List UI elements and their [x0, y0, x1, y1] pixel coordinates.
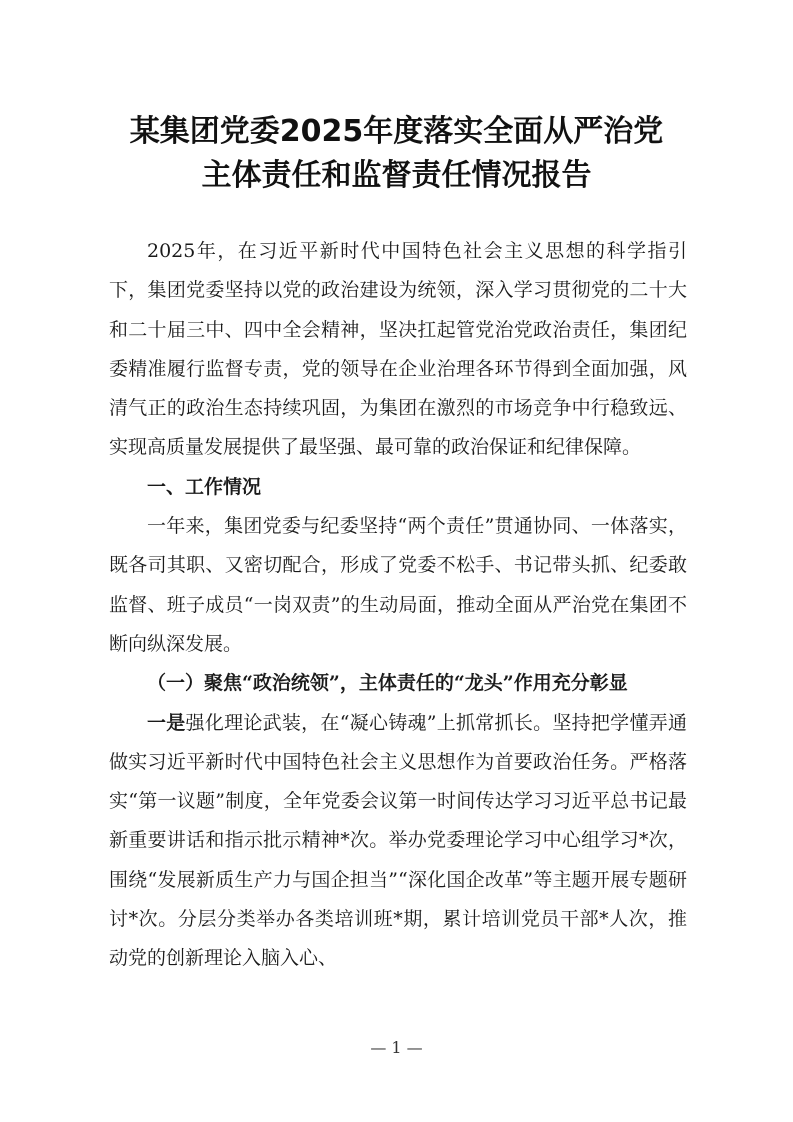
point-lead: 一是	[147, 711, 186, 734]
document-title-line-2: 主体责任和监督责任情况报告	[201, 158, 592, 193]
section-heading-work-status: 一、工作情况	[147, 475, 262, 498]
document-body	[109, 232, 687, 979]
subsection-heading: （一）聚焦“政治统领”，主体责任的“龙头”作用充分彰显	[147, 672, 628, 695]
body-paragraph-first-point	[109, 704, 687, 979]
point-text: 强化理论武装，在“凝心铸魂”上抓常抓长。坚持把学懂弄通做实习近平新时代中国特色社会主义思想作为首要政治任务。严格落实“第一议题”制度，全年党委会议第一时间传达学习习近平总书记最新重要讲话和指示批示精神*次。举办党委理论学习中心组学习*次，围绕“发展新质生产力与国企担当”“深化国企改革”等主题开展专题研讨*次。分层分类举办各类培训班*期，累计培训党员干部*人次，推动党的创新理论入脑入心、	[109, 711, 687, 970]
page-number: — 1 —	[370, 1038, 423, 1057]
section-paragraph: 一年来，集团党委与纪委坚持“两个责任”贯通协同、一体落实，既各司其职、又密切配合，形成了党委不松手、书记带头抓、纪委敢监督、班子成员“一岗双责”的生动局面，推动全面从严治党在集团不断向纵深发展。	[109, 515, 687, 655]
intro-paragraph: 2025年，在习近平新时代中国特色社会主义思想的科学指引下，集团党委坚持以党的政治建设为统领，深入学习贯彻党的二十大和二十届三中、四中全会精神，坚决扛起管党治党政治责任，集团纪委精准履行监督专责，党的领导在企业治理各环节得到全面加强，风清气正的政治生态持续巩固，为集团在激烈的市场竞争中行稳致远、实现高质量发展提供了最坚强、最可靠的政治保证和纪律保障。	[109, 240, 687, 459]
document-title-line-1: 某集团党委2025年度落实全面从严治党	[129, 114, 664, 149]
